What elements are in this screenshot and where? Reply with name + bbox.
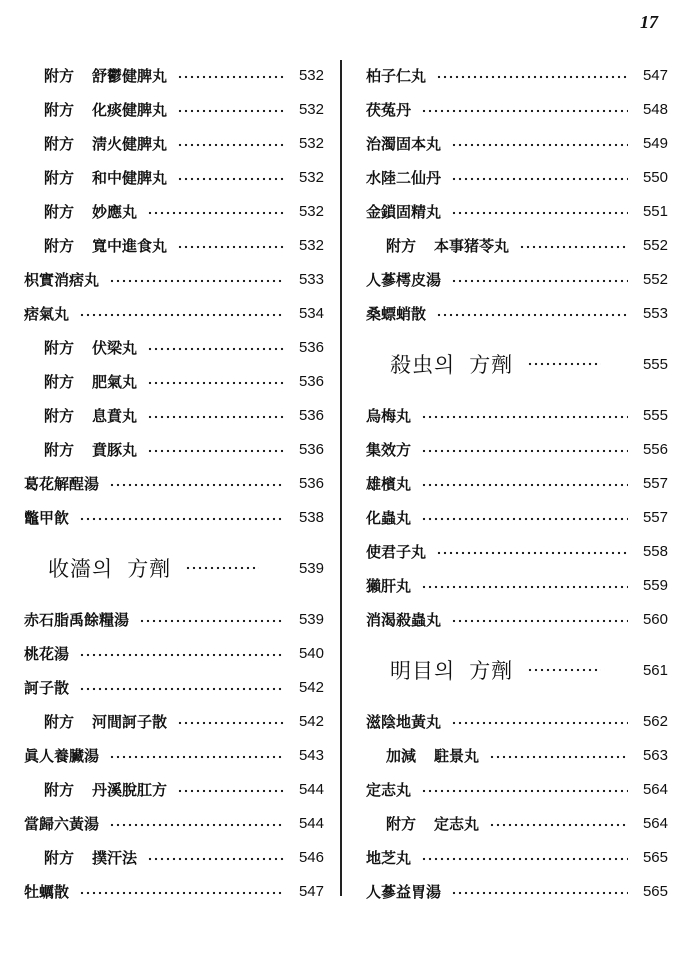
entry-prefix: 附方: [386, 236, 417, 255]
dot-leader: [147, 854, 284, 864]
section-title: [390, 349, 513, 379]
entry-page-number: 565: [642, 848, 668, 866]
entry-prefix: 附方: [44, 66, 75, 85]
entry-page-number: 542: [298, 678, 324, 696]
dot-leader: [79, 684, 284, 694]
toc-entry[interactable]: [24, 704, 324, 738]
entry-title: 鼈甲飮: [24, 508, 70, 527]
dot-leader: [177, 242, 284, 252]
entry-page-number: 551: [642, 202, 668, 220]
entry-page-number: 560: [642, 610, 668, 628]
page-number: 17: [640, 12, 658, 32]
entry-prefix: 附方: [44, 406, 75, 425]
entry-title: 丹溪脫肛方: [92, 780, 168, 799]
entry-page-number: 543: [298, 746, 324, 764]
toc-entry[interactable]: [366, 874, 668, 908]
entry-page-number: 546: [298, 848, 324, 866]
dot-leader: [421, 786, 628, 796]
entry-title: 痞氣丸: [24, 304, 70, 323]
dot-leader: [147, 412, 284, 422]
entry-prefix: 附方: [44, 780, 75, 799]
dot-leader: [177, 174, 284, 184]
entry-title: 訶子散: [24, 678, 70, 697]
entry-title: 和中健脾丸: [92, 168, 168, 187]
toc-entry[interactable]: [24, 806, 324, 840]
entry-page-number: 536: [298, 338, 324, 356]
toc-entry[interactable]: [24, 58, 324, 92]
entry-page-number: 536: [298, 406, 324, 424]
entry-title: 人蔘樗皮湯: [366, 270, 442, 289]
dot-leader: [451, 140, 628, 150]
toc-entry[interactable]: [366, 602, 668, 636]
entry-prefix: 附方: [44, 848, 75, 867]
entry-page-number: 533: [298, 270, 324, 288]
toc-entry[interactable]: [24, 840, 324, 874]
toc-entry[interactable]: [366, 58, 668, 92]
toc-entry[interactable]: [24, 874, 324, 908]
entry-title: 賁豚丸: [92, 440, 138, 459]
dot-leader: [519, 242, 628, 252]
section-title: [48, 553, 171, 583]
toc-entry[interactable]: [24, 296, 324, 330]
entry-prefix: 附方: [386, 814, 417, 833]
toc-entry[interactable]: [366, 160, 668, 194]
section-title-part: 明目의: [390, 659, 456, 683]
entry-title: 妙應丸: [92, 202, 138, 221]
entry-page-number: 542: [298, 712, 324, 730]
entry-page-number: 544: [298, 814, 324, 832]
entry-page-number: 553: [642, 304, 668, 322]
dot-leader: [139, 616, 284, 626]
toc-entry[interactable]: [366, 92, 668, 126]
entry-title: 人蔘益胃湯: [366, 882, 442, 901]
entry-title: 桃花湯: [24, 644, 70, 663]
section-title: [390, 655, 513, 685]
entry-page-number: 565: [642, 882, 668, 900]
dot-leader: [147, 446, 284, 456]
entry-title: 息賁丸: [92, 406, 138, 425]
entry-page-number: 564: [642, 814, 668, 832]
entry-prefix: 加減: [386, 746, 417, 765]
section-heading: [24, 534, 324, 602]
entry-title: 舒鬱健脾丸: [92, 66, 168, 85]
entry-title: 本事猪苓丸: [434, 236, 510, 255]
entry-title: 集效方: [366, 440, 412, 459]
toc-entry[interactable]: [366, 296, 668, 330]
entry-title: 眞人養臟湯: [24, 746, 100, 765]
toc-entry[interactable]: [24, 126, 324, 160]
entry-prefix: 附方: [44, 440, 75, 459]
toc-entry[interactable]: [24, 194, 324, 228]
entry-title: 肥氣丸: [92, 372, 138, 391]
section-title-part: 方劑: [469, 353, 514, 377]
toc-entry[interactable]: [24, 772, 324, 806]
dot-leader: [436, 548, 628, 558]
entry-title: 撲汗法: [92, 848, 138, 867]
dot-leader: [421, 582, 628, 592]
entry-title: 治濁固本丸: [366, 134, 442, 153]
entry-title: 當歸六黃湯: [24, 814, 100, 833]
entry-page-number: 536: [298, 372, 324, 390]
toc-entry[interactable]: [366, 228, 668, 262]
entry-prefix: 附方: [44, 372, 75, 391]
toc-entry[interactable]: [24, 738, 324, 772]
toc-entry[interactable]: [366, 466, 668, 500]
dot-leader: [421, 480, 628, 490]
dot-leader: [527, 359, 601, 369]
toc-entry[interactable]: [366, 738, 668, 772]
entry-page-number: 547: [298, 882, 324, 900]
entry-title: 河間訶子散: [92, 712, 168, 731]
entry-page-number: 536: [298, 474, 324, 492]
entry-page-number: 532: [298, 168, 324, 186]
dot-leader: [451, 276, 628, 286]
toc-entry[interactable]: [366, 432, 668, 466]
dot-leader: [109, 276, 284, 286]
toc-entry[interactable]: [366, 568, 668, 602]
toc-entry[interactable]: [366, 704, 668, 738]
dot-leader: [451, 616, 628, 626]
dot-leader: [79, 514, 284, 524]
dot-leader: [109, 480, 284, 490]
toc-entry[interactable]: [366, 500, 668, 534]
entry-prefix: 附方: [44, 712, 75, 731]
dot-leader: [527, 665, 601, 675]
entry-title: 水陸二仙丹: [366, 168, 442, 187]
dot-leader: [436, 72, 628, 82]
dot-leader: [177, 140, 284, 150]
entry-title: 定志丸: [434, 814, 480, 833]
entry-page-number: 532: [298, 202, 324, 220]
entry-title: 烏梅丸: [366, 406, 412, 425]
entry-page-number: 539: [298, 610, 324, 628]
entry-title: 赤石脂禹餘糧湯: [24, 610, 130, 629]
toc-right-column: [366, 58, 668, 908]
toc-entry[interactable]: [24, 262, 324, 296]
entry-page-number: 538: [298, 508, 324, 526]
toc-entry[interactable]: [24, 330, 324, 364]
section-title-part: 方劑: [127, 557, 172, 581]
dot-leader: [421, 412, 628, 422]
dot-leader: [451, 208, 628, 218]
toc-entry[interactable]: [366, 772, 668, 806]
dot-leader: [177, 786, 284, 796]
entry-page-number: 563: [642, 746, 668, 764]
dot-leader: [451, 888, 628, 898]
section-title-part: 收濇의: [48, 557, 114, 581]
entry-page-number: 555: [642, 406, 668, 424]
section-page-number: 555: [642, 355, 668, 373]
entry-title: 化痰健脾丸: [92, 100, 168, 119]
entry-title: 枳實消痞丸: [24, 270, 100, 289]
dot-leader: [421, 854, 628, 864]
entry-title: 化蟲丸: [366, 508, 412, 527]
section-heading: [366, 330, 668, 398]
entry-page-number: 549: [642, 134, 668, 152]
dot-leader: [421, 106, 628, 116]
section-title-part: 殺虫의: [390, 353, 456, 377]
entry-page-number: 536: [298, 440, 324, 458]
toc-entry[interactable]: [366, 126, 668, 160]
entry-prefix: 附方: [44, 236, 75, 255]
entry-title: 柏子仁丸: [366, 66, 427, 85]
toc-entry[interactable]: [24, 500, 324, 534]
toc-entry[interactable]: [24, 466, 324, 500]
entry-page-number: 548: [642, 100, 668, 118]
entry-title: 定志丸: [366, 780, 412, 799]
entry-page-number: 532: [298, 134, 324, 152]
entry-page-number: 534: [298, 304, 324, 322]
entry-page-number: 557: [642, 508, 668, 526]
entry-title: 使君子丸: [366, 542, 427, 561]
dot-leader: [421, 446, 628, 456]
entry-prefix: 附方: [44, 134, 75, 153]
entry-page-number: 558: [642, 542, 668, 560]
entry-prefix: 附方: [44, 338, 75, 357]
dot-leader: [421, 514, 628, 524]
toc-entry[interactable]: [366, 534, 668, 568]
entry-title: 葛花解酲湯: [24, 474, 100, 493]
entry-title: 雄檳丸: [366, 474, 412, 493]
entry-page-number: 540: [298, 644, 324, 662]
dot-leader: [489, 752, 628, 762]
dot-leader: [109, 752, 284, 762]
toc-entry[interactable]: [24, 602, 324, 636]
entry-title: 地芝丸: [366, 848, 412, 867]
toc-entry[interactable]: [24, 228, 324, 262]
entry-page-number: 552: [642, 270, 668, 288]
toc-entry[interactable]: [24, 432, 324, 466]
entry-page-number: 552: [642, 236, 668, 254]
entry-page-number: 556: [642, 440, 668, 458]
entry-title: 金鎖固精丸: [366, 202, 442, 221]
dot-leader: [436, 310, 628, 320]
dot-leader: [147, 378, 284, 388]
entry-page-number: 532: [298, 236, 324, 254]
entry-title: 淸火健脾丸: [92, 134, 168, 153]
entry-prefix: 附方: [44, 202, 75, 221]
entry-page-number: 564: [642, 780, 668, 798]
toc-left-column: [24, 58, 324, 908]
toc-entry[interactable]: [24, 364, 324, 398]
section-title-part: 方劑: [469, 659, 514, 683]
entry-title: 消渴殺蟲丸: [366, 610, 442, 629]
entry-title: 駐景丸: [434, 746, 480, 765]
dot-leader: [79, 888, 284, 898]
toc-entry[interactable]: [366, 262, 668, 296]
entry-prefix: 附方: [44, 100, 75, 119]
entry-page-number: 559: [642, 576, 668, 594]
entry-prefix: 附方: [44, 168, 75, 187]
entry-title: 茯菟丹: [366, 100, 412, 119]
toc-entry[interactable]: [366, 398, 668, 432]
entry-title: 伏梁丸: [92, 338, 138, 357]
entry-page-number: 544: [298, 780, 324, 798]
toc-entry[interactable]: [24, 398, 324, 432]
entry-page-number: 562: [642, 712, 668, 730]
section-heading: [366, 636, 668, 704]
dot-leader: [177, 72, 284, 82]
entry-page-number: 557: [642, 474, 668, 492]
toc-entry[interactable]: [24, 670, 324, 704]
entry-title: 牡蠣散: [24, 882, 70, 901]
entry-page-number: 550: [642, 168, 668, 186]
dot-leader: [109, 820, 284, 830]
section-page-number: 561: [642, 661, 668, 679]
dot-leader: [147, 344, 284, 354]
dot-leader: [177, 106, 284, 116]
dot-leader: [185, 563, 259, 573]
entry-page-number: 532: [298, 66, 324, 84]
toc-entry[interactable]: [366, 194, 668, 228]
entry-title: 滋陰地黃丸: [366, 712, 442, 731]
dot-leader: [451, 718, 628, 728]
entry-page-number: 532: [298, 100, 324, 118]
entry-title: 寬中進食丸: [92, 236, 168, 255]
entry-page-number: 547: [642, 66, 668, 84]
dot-leader: [79, 650, 284, 660]
dot-leader: [177, 718, 284, 728]
toc-entry[interactable]: [24, 636, 324, 670]
toc-entry[interactable]: [366, 806, 668, 840]
dot-leader: [147, 208, 284, 218]
section-page-number: 539: [298, 559, 324, 577]
dot-leader: [79, 310, 284, 320]
toc-entry[interactable]: [24, 160, 324, 194]
entry-title: 桑螵蛸散: [366, 304, 427, 323]
dot-leader: [489, 820, 628, 830]
entry-title: 獺肝丸: [366, 576, 412, 595]
toc-entry[interactable]: [366, 840, 668, 874]
dot-leader: [451, 174, 628, 184]
toc-entry[interactable]: [24, 92, 324, 126]
